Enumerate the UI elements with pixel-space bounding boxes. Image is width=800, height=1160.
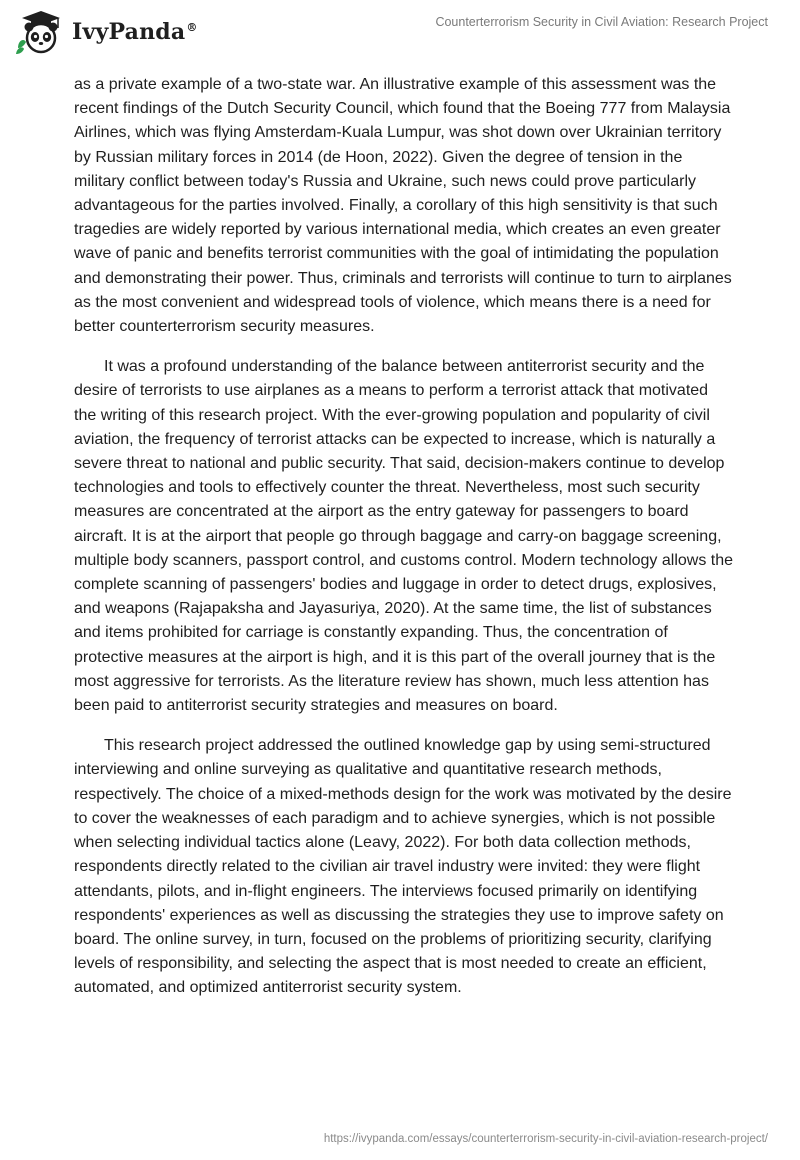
paragraph-2: It was a profound understanding of the balance between antiterrorist security and the desire of terrorists to use airplanes as a means to perform a terrorist attack that motivated the writing of this research project. With the ever-growing population and popularity of civil aviation, the frequency of terrorist attacks can be expected to increase, which is naturally a severe threat to national and public security. That said, decision-makers continue to develop technologies and tools to effectively counter the threat. Nevertheless, most such security measures are concentrated at the airport as the entry gateway for passengers to board aircraft. It is at the airport that people go through baggage and carry-on baggage screening, multiple body scanners, passport control, and customs control. Modern technology allows the complete scanning of passengers' bodies and luggage in order to detect drugs, explosives, and weapons (Rajapaksha and Jayasuriya, 2020). At the same time, the list of substances and items prohibited for carriage is constantly expanding. Thus, the concentration of protective measures at the airport is high, and it is this part of the overall journey that is the most aggressive for terrorists. As the literature review has shown, much less attention has been paid to antiterrorist security strategies and measures on board. (74, 358, 734, 715)
paragraph-3: This research project addressed the outlined knowledge gap by using semi-structured interviewing and online surveying as qualitative and quantitative research methods, respectively. The choice of a mixed-methods design for the work was motivated by the desire to cover the weaknesses of each paradigm and to achieve synergies, which is not possible when selecting individual tactics alone (Leavy, 2022). For both data collection methods, respondents directly related to the civilian air travel industry were invited: they were flight attendants, pilots, and in-flight engineers. The interviews focused primarily on identifying respondents' experiences as well as discussing the strategies they use to improve safety on board. The online survey, in turn, focused on the problems of prioritizing security, clarifying levels of responsibility, and selecting the aspect that is most needed to create an efficient, automated, and optimized antiterrorist security system. (74, 737, 732, 997)
panda-graduation-cap-icon (14, 8, 66, 56)
brand-logo[interactable] (14, 8, 198, 56)
document-title: Counterterrorism Security in Civil Aviation: Research Project (435, 15, 768, 29)
page-header (0, 0, 800, 70)
brand-name: IvyPanda® (72, 19, 198, 45)
source-url-link[interactable]: https://ivypanda.com/essays/counterterrorism-security-in-civil-aviation-research-project/ (323, 1133, 768, 1145)
paragraph-1: as a private example of a two-state war. An illustrative example of this assessment was the recent findings of the Dutch Security Council, which found that the Boeing 777 from Malaysia Airlines, which was flying Amsterdam-Kuala Lumpur, was shot down over Ukrainian territory by Russian military forces in 2014 (de Hoon, 2022). Given the degree of tension in the military conflict between today's Russia and Ukraine, such news could prove particularly advantageous for the parties involved. Finally, a corollary of this high sensitivity is that such tragedies are widely reported by various international media, which creates an even greater wave of panic and benefits terrorist communities with the goal of intimidating the population and demonstrating their power. Thus, criminals and terrorists will continue to turn to airplanes as the most convenient and widespread tools of violence, which means there is a need for better counterterrorism security measures. (74, 76, 732, 336)
essay-body (74, 73, 734, 1017)
registered-mark: ® (186, 20, 198, 34)
